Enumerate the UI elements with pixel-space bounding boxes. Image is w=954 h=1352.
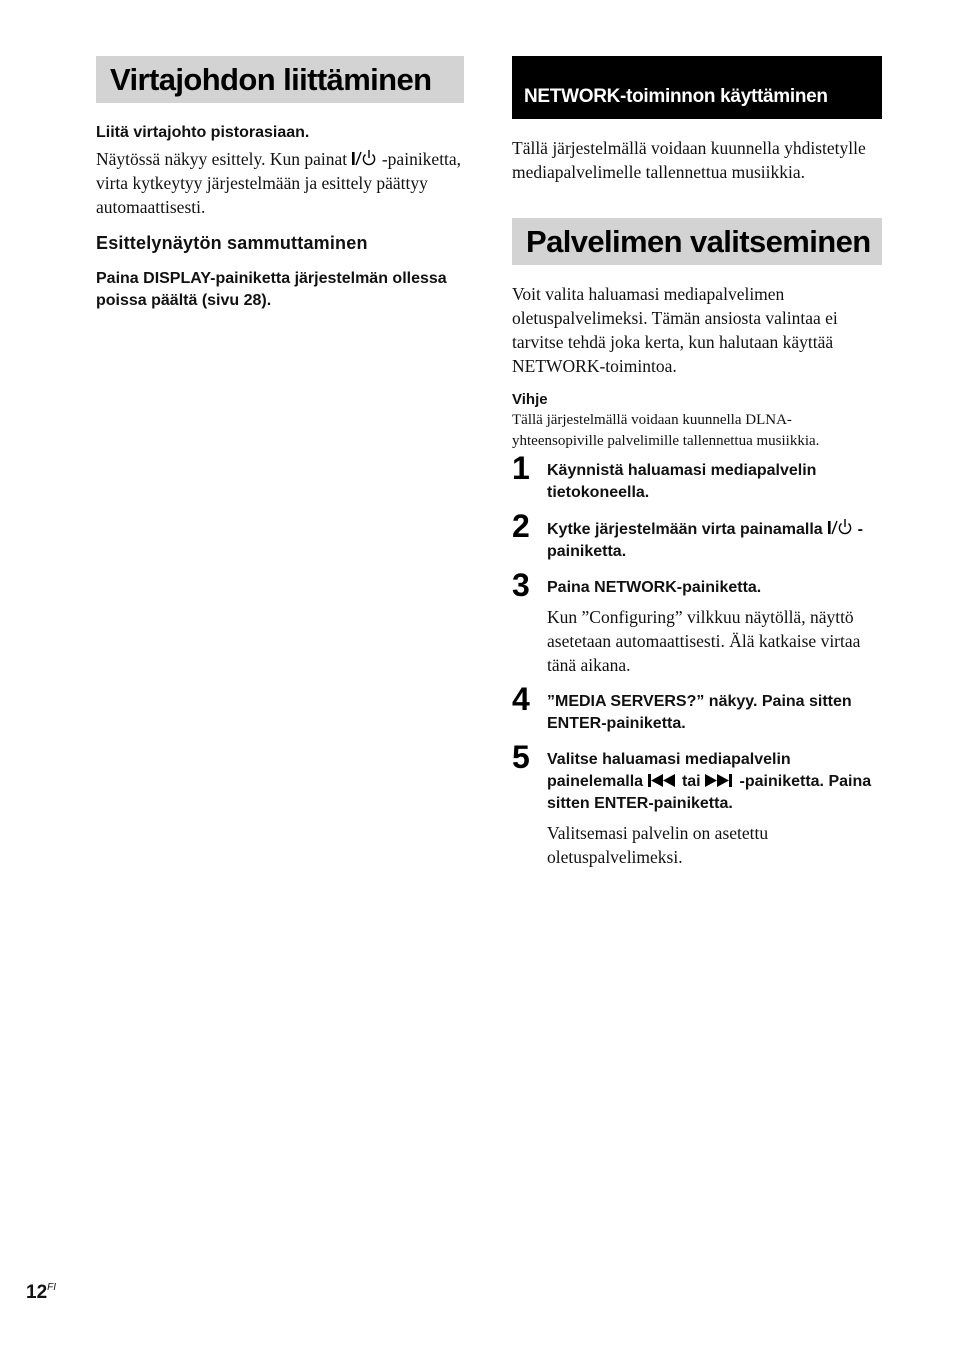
step-instruction: Käynnistä haluamasi mediapalvelin tietokoneella. — [547, 462, 817, 501]
step-number: 5 — [512, 739, 530, 775]
page-number-value: 12 — [26, 1282, 48, 1303]
step-instruction-part1: Valitse haluamasi mediapalvelin painelemalla — [547, 751, 791, 790]
language-code: FI — [47, 1282, 57, 1293]
power-icon — [351, 149, 377, 167]
step-number: 1 — [512, 450, 530, 486]
step-5 — [512, 739, 882, 869]
server-intro: Voit valita haluamasi mediapalvelimen oletuspalvelimeksi. Tämän ansiosta valintaa ei tarvitse tehdä joka kerta, kun halutaan käyttää NETWORK-toimintoa. — [512, 284, 838, 376]
step-4 — [512, 681, 882, 735]
step-number: 2 — [512, 508, 530, 544]
subheading-demo-off: Esittelynäytön sammuttaminen — [96, 233, 368, 253]
left-column — [96, 56, 464, 312]
demo-paragraph-text-before: Näytössä näkyy esittely. Kun painat — [96, 149, 348, 169]
power-icon — [827, 518, 853, 536]
step-instruction-part3: -painiketta. Paina sitten ENTER-painiketta. — [547, 773, 872, 812]
step-1 — [512, 450, 882, 504]
step-instruction-before: Kytke järjestelmään virta painamalla — [547, 521, 823, 538]
section-heading-network: NETWORK-toiminnon käyttäminen — [512, 56, 882, 119]
demo-paragraph-text-after: -painiketta, virta kytkeytyy järjestelmään ja esittely päättyy automaattisesti. — [96, 149, 462, 217]
step-number: 4 — [512, 681, 530, 717]
hint-label: Vihje — [512, 391, 548, 408]
step-number: 3 — [512, 567, 530, 603]
step-2 — [512, 508, 882, 563]
step-instruction — [547, 518, 882, 563]
steps-list — [512, 450, 882, 869]
step-instruction: ”MEDIA SERVERS?” näkyy. Paina sitten ENTER-painiketta. — [547, 693, 852, 732]
section-heading-power-cord: Virtajohdon liittäminen — [96, 56, 464, 103]
network-intro: Tällä järjestelmällä voidaan kuunnella yhdistetylle mediapalvelimelle tallennettua musiikkia. — [512, 138, 866, 182]
right-column — [512, 56, 882, 883]
page-number — [26, 1282, 56, 1304]
step-instruction: Paina NETWORK-painiketta. — [547, 579, 762, 596]
section-heading-select-server: Palvelimen valitseminen — [512, 218, 882, 265]
step-note: Valitsemasi palvelin on asetettu oletuspalvelimeksi. — [547, 823, 769, 867]
skip-previous-icon — [648, 774, 678, 787]
step-note: Kun ”Configuring” vilkkuu näytöllä, näyttö asetetaan automaattisesti. Älä katkaise virtaa tänä aikana. — [547, 607, 861, 675]
instruction-connect-power: Liitä virtajohto pistorasiaan. — [96, 124, 310, 141]
demo-paragraph — [96, 147, 464, 219]
instruction-display-button: Paina DISPLAY-painiketta järjestelmän ollessa poissa päältä (sivu 28). — [96, 270, 447, 309]
step-instruction-part2: tai — [681, 773, 701, 790]
step-instruction — [547, 749, 882, 815]
step-3 — [512, 567, 882, 677]
hint-text: Tällä järjestelmällä voidaan kuunnella DLNA-yhteensopiville palvelimille tallennettua musiikkia. — [512, 412, 820, 449]
step-instruction-after: -painiketta. — [547, 521, 863, 560]
skip-next-icon — [705, 774, 735, 787]
